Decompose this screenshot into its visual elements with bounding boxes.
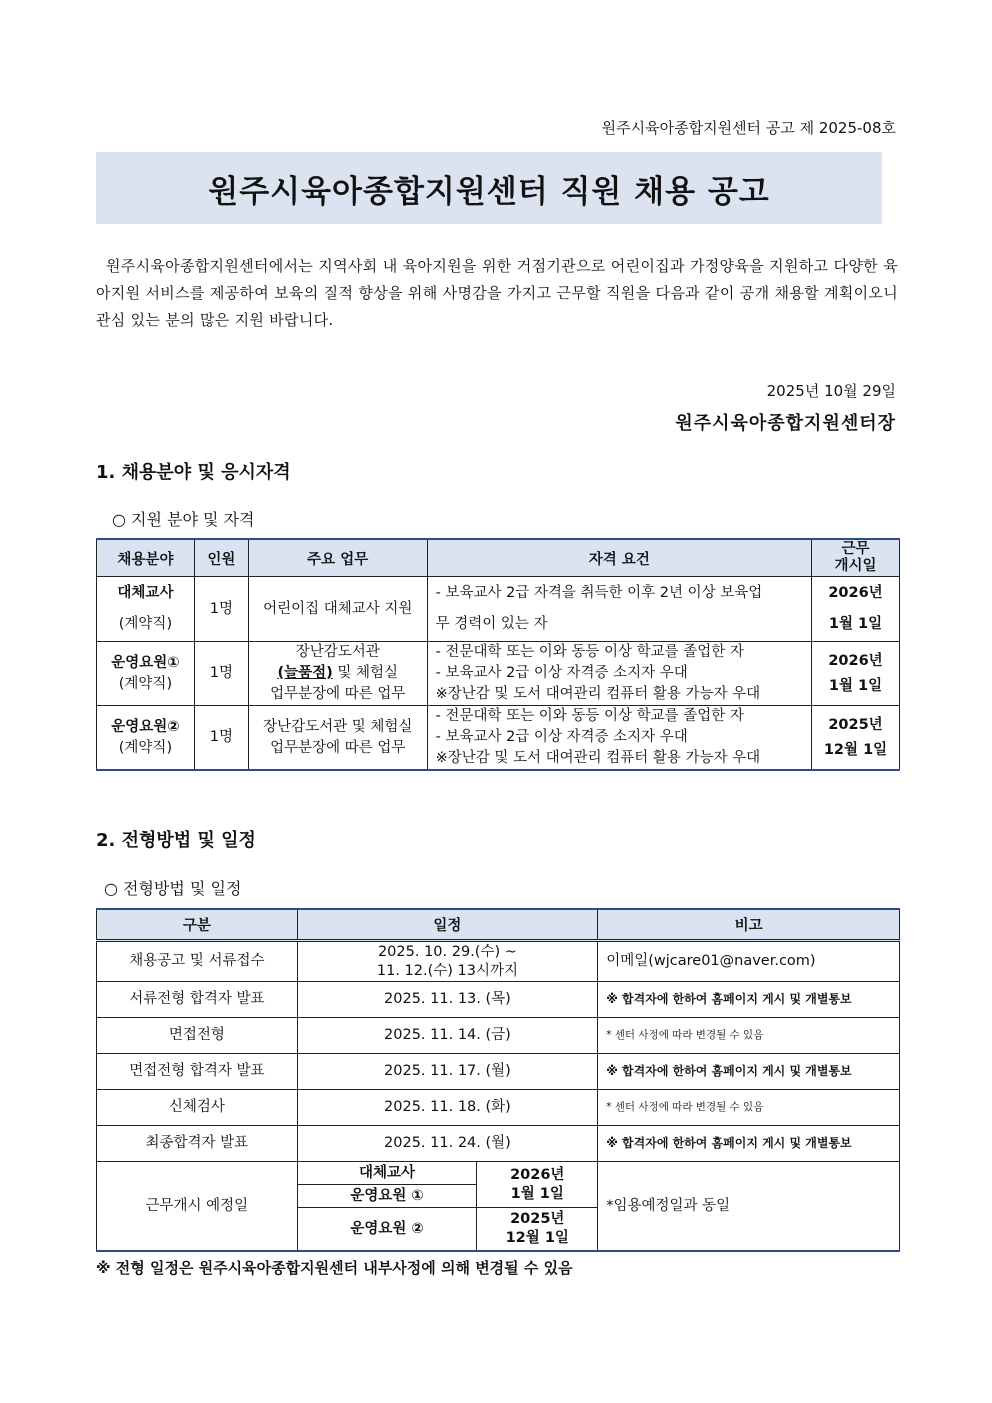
schedule-cell: 2025. 11. 17. (월) <box>297 1054 598 1090</box>
section1-heading: 1. 채용분야 및 응시자격 <box>96 462 291 483</box>
footer-note: ※ 전형 일정은 원주시육아종합지원센터 내부사정에 의해 변경될 수 있음 <box>96 1259 573 1277</box>
duty-line: 장난감도서관 <box>295 644 380 660</box>
col-header-duty: 주요 업무 <box>248 539 427 577</box>
table-row <box>97 1162 900 1185</box>
table-row <box>97 982 900 1018</box>
table-header-row <box>97 909 900 941</box>
remarks-cell: ※ 합격자에 한하여 홈페이지 게시 및 개별통보 <box>598 1054 900 1090</box>
duty-cell: 장난감도서관 및 체험실 업무분장에 따른 업무 <box>248 706 427 771</box>
title-banner <box>96 152 882 224</box>
remarks-cell: ※ 합격자에 한하여 홈페이지 게시 및 개별통보 <box>598 982 900 1018</box>
remarks-cell: *임용예정일과 동일 <box>598 1162 900 1252</box>
duty-cell <box>248 642 427 706</box>
category-cell: 채용공고 및 서류접수 <box>97 941 298 982</box>
section2-heading: 2. 전형방법 및 일정 <box>96 830 256 851</box>
col-header-field: 채용분야 <box>97 539 195 577</box>
position-cell: 운영요원 ① <box>297 1185 477 1208</box>
remarks-cell: * 센터 사정에 따라 변경될 수 있음 <box>598 1018 900 1054</box>
col-header-start: 근무 개시일 <box>812 539 900 577</box>
table-row <box>97 941 900 982</box>
section2-subheading: ○ 전형방법 및 일정 <box>104 879 242 898</box>
schedule-cell: 2025. 11. 18. (화) <box>297 1090 598 1126</box>
schedule-cell: 2025. 11. 13. (목) <box>297 982 598 1018</box>
table-row <box>97 706 900 771</box>
remarks-cell: ※ 합격자에 한하여 홈페이지 게시 및 개별통보 <box>598 1126 900 1162</box>
remarks-cell: * 센터 사정에 따라 변경될 수 있음 <box>598 1090 900 1126</box>
requirements-cell: - 전문대학 또는 이와 동등 이상 학교를 졸업한 자 - 보육교사 2급 이상 자격증 소지자 우대 ※장난감 및 도서 대여관리 컴퓨터 활용 가능자 우대 <box>427 706 811 771</box>
field-name: 운영요원② <box>111 718 180 735</box>
field-cell <box>97 642 195 706</box>
schedule-cell: 2025. 11. 24. (월) <box>297 1126 598 1162</box>
start-date-cell: 2025년 12월 1일 <box>812 706 900 771</box>
position-cell: 대체교사 <box>297 1162 477 1185</box>
position-cell: 운영요원 ② <box>297 1208 477 1252</box>
table-row <box>97 1126 900 1162</box>
table-row <box>97 577 900 642</box>
notice-number: 원주시육아종합지원센터 공고 제 2025-08호 <box>601 119 896 137</box>
table-row <box>97 1054 900 1090</box>
category-cell: 최종합격자 발표 <box>97 1126 298 1162</box>
page-title: 원주시육아종합지원센터 직원 채용 공고 <box>208 173 770 210</box>
category-cell: 면접전형 합격자 발표 <box>97 1054 298 1090</box>
category-cell: 신체검사 <box>97 1090 298 1126</box>
table-row <box>97 642 900 706</box>
category-cell: 근무개시 예정일 <box>97 1162 298 1252</box>
col-header-schedule: 일정 <box>297 909 598 941</box>
start-date-cell: 2026년 1월 1일 <box>812 577 900 642</box>
intro-paragraph: 원주시육아종합지원센터에서는 지역사회 내 육아지원을 위한 거점기관으로 어린이집과 가정양육을 지원하고 다양한 육아지원 서비스를 제공하여 보육의 질적 향상을 위해 사명감을 가지고 근무할 직원을 다음과 같이 공개 채용할 계획이오니 관심 있는 분의 많은 지원 바랍니다. <box>96 257 898 329</box>
table-header-row <box>97 539 900 577</box>
schedule-table <box>96 908 900 1252</box>
field-cell <box>97 577 195 642</box>
start-date-cell: 2026년 1월 1일 <box>812 642 900 706</box>
section1-subheading: ○ 지원 분야 및 자격 <box>112 510 255 529</box>
schedule-cell: 2025. 11. 14. (금) <box>297 1018 598 1054</box>
employment-type: (계약직) <box>118 739 173 756</box>
count-cell: 1명 <box>194 642 248 706</box>
duty-cell: 어린이집 대체교사 지원 <box>248 577 427 642</box>
signer: 원주시육아종합지원센터장 <box>675 413 896 434</box>
field-cell <box>97 706 195 771</box>
announcement-date: 2025년 10월 29일 <box>766 382 896 400</box>
category-cell: 서류전형 합격자 발표 <box>97 982 298 1018</box>
col-header-remarks: 비고 <box>598 909 900 941</box>
col-header-requirements: 자격 요건 <box>427 539 811 577</box>
count-cell: 1명 <box>194 577 248 642</box>
category-cell: 면접전형 <box>97 1018 298 1054</box>
recruitment-table <box>96 538 900 771</box>
branch-name: (늘품점) <box>277 665 333 681</box>
duty-line: 업무분장에 따른 업무 <box>270 686 406 702</box>
table-row <box>97 1018 900 1054</box>
count-cell: 1명 <box>194 706 248 771</box>
col-header-category: 구분 <box>97 909 298 941</box>
duty-line: 및 체험실 <box>332 665 398 681</box>
employment-type: (계약직) <box>118 675 173 692</box>
field-name: 운영요원① <box>111 654 180 671</box>
field-name: 대체교사 <box>117 585 174 601</box>
employment-type: (계약직) <box>118 616 173 632</box>
email-note: 이메일(wjcare01@naver.com) <box>598 941 900 982</box>
requirements-cell: - 보육교사 2급 자격을 취득한 이후 2년 이상 보육업 무 경력이 있는 자 <box>427 577 811 642</box>
start-date-cell: 2025년 12월 1일 <box>477 1208 598 1252</box>
col-header-count: 인원 <box>194 539 248 577</box>
table-row <box>97 1090 900 1126</box>
schedule-cell: 2025. 10. 29.(수) ~ 11. 12.(수) 13시까지 <box>297 941 598 982</box>
start-date-cell: 2026년 1월 1일 <box>477 1162 598 1208</box>
requirements-cell: - 전문대학 또는 이와 동등 이상 학교를 졸업한 자 - 보육교사 2급 이상 자격증 소지자 우대 ※장난감 및 도서 대여관리 컴퓨터 활용 가능자 우대 <box>427 642 811 706</box>
